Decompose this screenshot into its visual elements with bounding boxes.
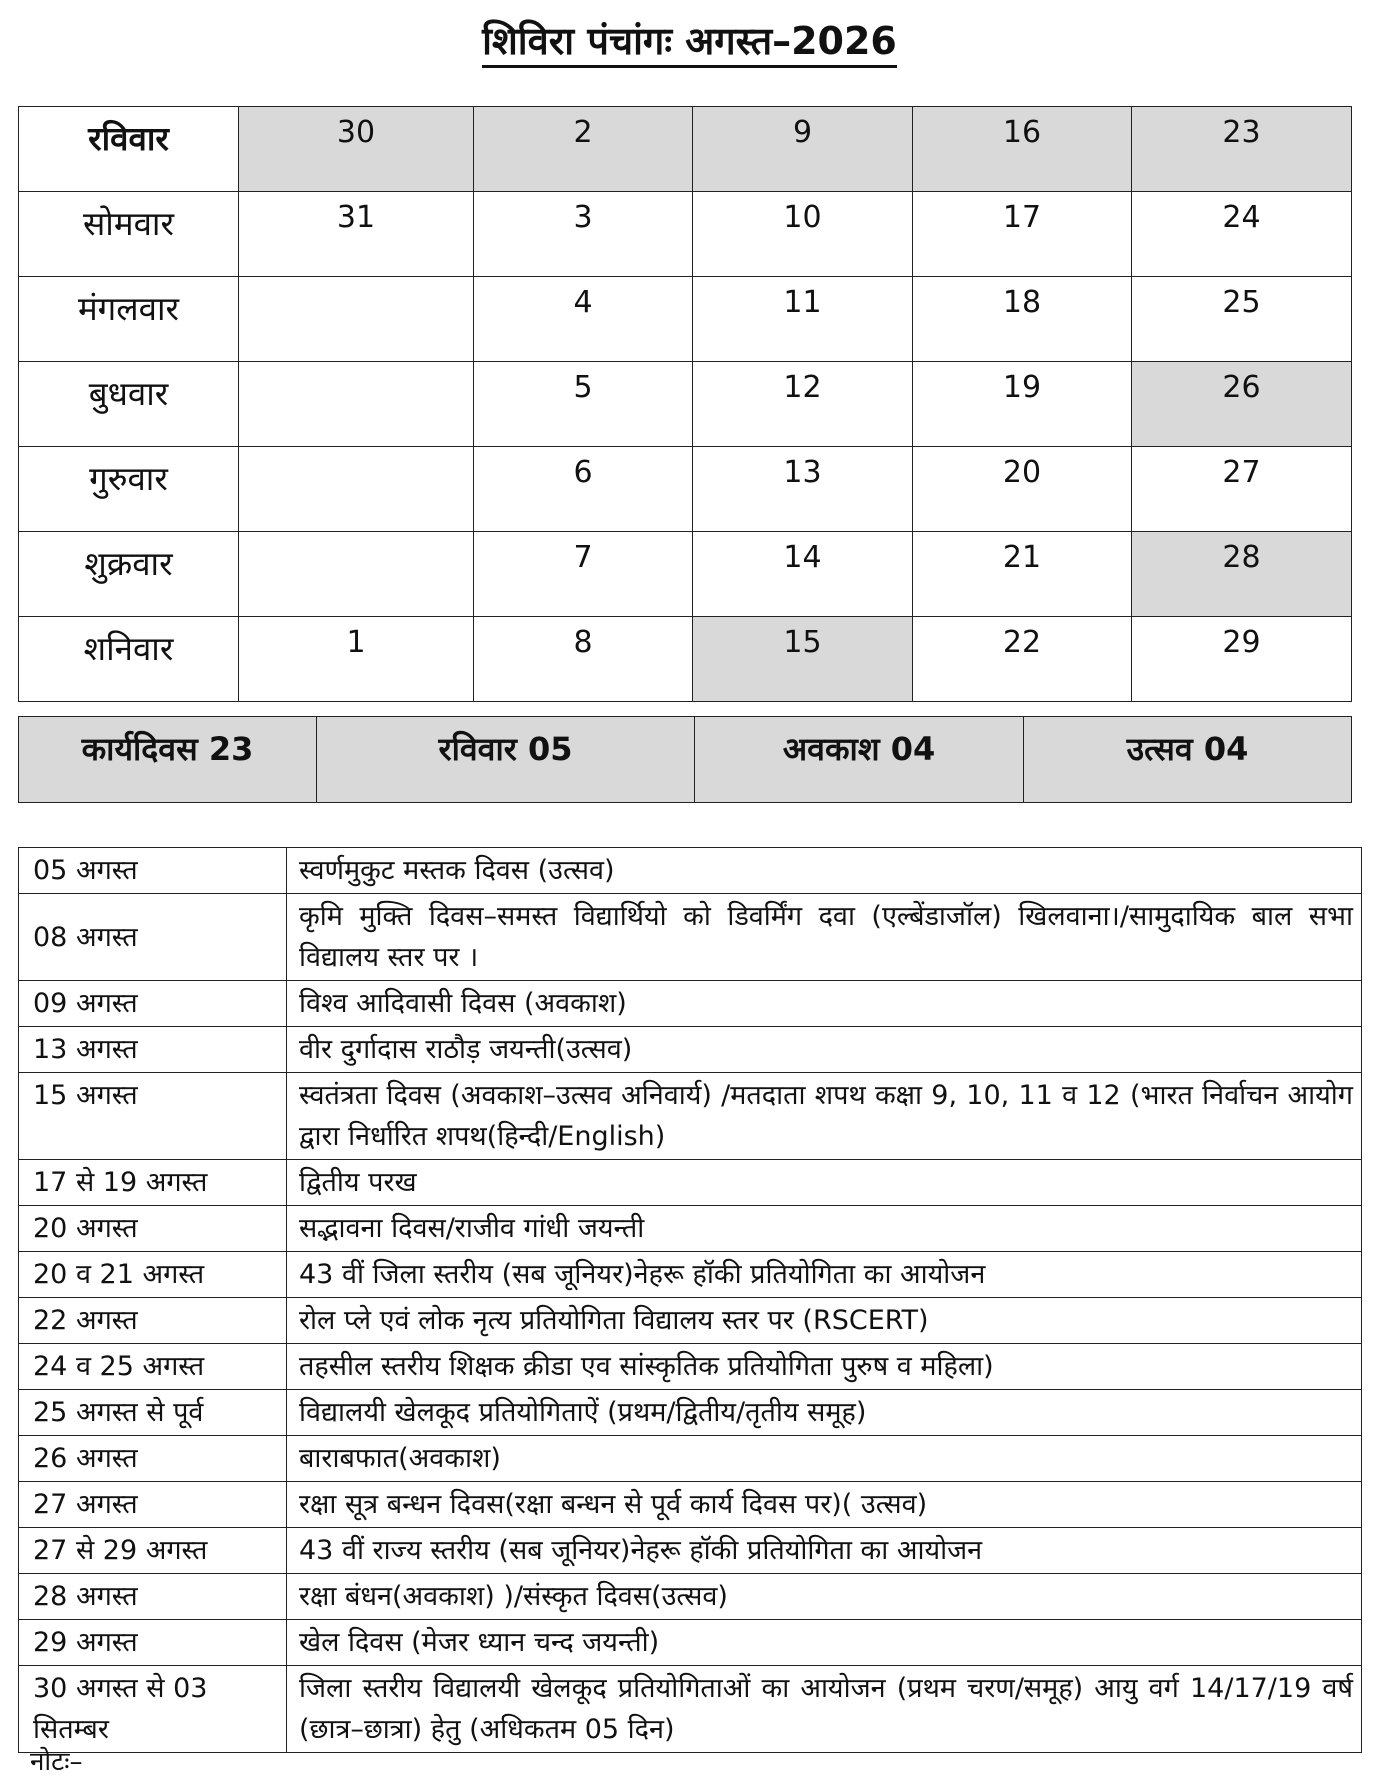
event-description: रक्षा बंधन(अवकाश) )/संस्कृत दिवस(उत्सव) <box>287 1574 1362 1620</box>
event-date: 27 से 29 अगस्त <box>19 1528 287 1574</box>
holidays-count: अवकाश 04 <box>695 717 1024 803</box>
event-date: 20 व 21 अगस्त <box>19 1252 287 1298</box>
event-date: 30 अगस्त से 03 सितम्बर <box>19 1666 287 1753</box>
event-description: वीर दुर्गादास राठौड़ जयन्ती(उत्सव) <box>287 1027 1362 1073</box>
date-cell: 29 <box>1132 617 1352 702</box>
date-cell: 16 <box>913 107 1132 192</box>
event-description: विद्यालयी खेलकूद प्रतियोगिताऐं (प्रथम/द्वितीय/तृतीय समूह) <box>287 1390 1362 1436</box>
event-row <box>19 1436 1362 1482</box>
weekday-label: बुधवार <box>19 362 239 447</box>
date-cell: 13 <box>693 447 913 532</box>
weekday-label: सोमवार <box>19 192 239 277</box>
date-cell: 7 <box>474 532 693 617</box>
date-cell: 6 <box>474 447 693 532</box>
date-cell: 11 <box>693 277 913 362</box>
weekday-label: मंगलवार <box>19 277 239 362</box>
event-date: 20 अगस्त <box>19 1206 287 1252</box>
date-cell: 9 <box>693 107 913 192</box>
event-description: 43 वीं जिला स्तरीय (सब जूनियर)नेहरू हॉकी प्रतियोगिता का आयोजन <box>287 1252 1362 1298</box>
summary-row <box>18 716 1352 803</box>
date-cell: 12 <box>693 362 913 447</box>
date-cell: 2 <box>474 107 693 192</box>
event-description: कृमि मुक्ति दिवस–समस्त विद्यार्थियो को डिवर्मिंग दवा (एल्बेंडाजॉल) खिलवाना।/सामुदायिक बाल सभा विद्यालय स्तर पर । <box>287 894 1362 981</box>
date-cell: 28 <box>1132 532 1352 617</box>
calendar-row-saturday <box>19 617 1352 702</box>
weekday-label: शुक्रवार <box>19 532 239 617</box>
calendar-row-monday <box>19 192 1352 277</box>
event-date: 13 अगस्त <box>19 1027 287 1073</box>
event-description: खेल दिवस (मेजर ध्यान चन्द जयन्ती) <box>287 1620 1362 1666</box>
calendar-row-sunday <box>19 107 1352 192</box>
event-date: 08 अगस्त <box>19 894 287 981</box>
event-description: द्वितीय परख <box>287 1160 1362 1206</box>
event-date: 24 व 25 अगस्त <box>19 1344 287 1390</box>
event-row <box>19 1390 1362 1436</box>
event-row <box>19 1528 1362 1574</box>
calendar-row-wednesday <box>19 362 1352 447</box>
event-date: 22 अगस्त <box>19 1298 287 1344</box>
event-date: 29 अगस्त <box>19 1620 287 1666</box>
date-cell: 5 <box>474 362 693 447</box>
weekday-label: शनिवार <box>19 617 239 702</box>
date-cell: 15 <box>693 617 913 702</box>
event-row <box>19 1482 1362 1528</box>
event-description: सद्भावना दिवस/राजीव गांधी जयन्ती <box>287 1206 1362 1252</box>
date-cell: 27 <box>1132 447 1352 532</box>
event-date: 09 अगस्त <box>19 981 287 1027</box>
event-description: विश्व आदिवासी दिवस (अवकाश) <box>287 981 1362 1027</box>
date-cell: 23 <box>1132 107 1352 192</box>
event-date: 28 अगस्त <box>19 1574 287 1620</box>
date-cell: 3 <box>474 192 693 277</box>
events-table <box>18 847 1362 1753</box>
working-days-count: कार्यदिवस 23 <box>19 717 317 803</box>
weekday-label: रविवार <box>19 107 239 192</box>
date-cell: 14 <box>693 532 913 617</box>
date-cell: 8 <box>474 617 693 702</box>
festivals-count: उत्सव 04 <box>1024 717 1352 803</box>
event-date: 26 अगस्त <box>19 1436 287 1482</box>
event-date: 05 अगस्त <box>19 848 287 894</box>
event-row <box>19 1160 1362 1206</box>
event-row <box>19 981 1362 1027</box>
event-description: बाराबफात(अवकाश) <box>287 1436 1362 1482</box>
event-row <box>19 1620 1362 1666</box>
event-description: 43 वीं राज्य स्तरीय (सब जूनियर)नेहरू हॉकी प्रतियोगिता का आयोजन <box>287 1528 1362 1574</box>
date-cell: 24 <box>1132 192 1352 277</box>
date-cell: 22 <box>913 617 1132 702</box>
event-date: 15 अगस्त <box>19 1073 287 1160</box>
calendar-row-friday <box>19 532 1352 617</box>
sundays-count: रविवार 05 <box>317 717 695 803</box>
date-cell: 4 <box>474 277 693 362</box>
date-cell: 21 <box>913 532 1132 617</box>
event-description: जिला स्तरीय विद्यालयी खेलकूद प्रतियोगिताओं का आयोजन (प्रथम चरण/समूह) आयु वर्ग 14/17/19 वर्ष (छात्र–छात्रा) हेतु (अधिकतम 05 दिन) <box>287 1666 1362 1753</box>
date-cell <box>239 362 474 447</box>
event-description: स्वतंत्रता दिवस (अवकाश–उत्सव अनिवार्य) /मतदाता शपथ कक्षा 9, 10, 11 व 12 (भारत निर्वाचन आयोग द्वारा निर्धारित शपथ(हिन्दी/English) <box>287 1073 1362 1160</box>
note-label: नोटः– <box>30 1747 83 1777</box>
calendar-grid <box>18 106 1352 702</box>
weekday-label: गुरुवार <box>19 447 239 532</box>
event-row <box>19 894 1362 981</box>
calendar-row-tuesday <box>19 277 1352 362</box>
event-row <box>19 1298 1362 1344</box>
date-cell: 31 <box>239 192 474 277</box>
date-cell: 26 <box>1132 362 1352 447</box>
event-row <box>19 1073 1362 1160</box>
date-cell: 30 <box>239 107 474 192</box>
event-row <box>19 1574 1362 1620</box>
date-cell <box>239 447 474 532</box>
date-cell <box>239 277 474 362</box>
event-description: तहसील स्तरीय शिक्षक क्रीडा एव सांस्कृतिक प्रतियोगिता पुरुष व महिला) <box>287 1344 1362 1390</box>
event-row <box>19 1027 1362 1073</box>
event-row <box>19 1666 1362 1753</box>
event-date: 17 से 19 अगस्त <box>19 1160 287 1206</box>
event-row <box>19 1344 1362 1390</box>
date-cell: 17 <box>913 192 1132 277</box>
date-cell: 10 <box>693 192 913 277</box>
calendar-row-thursday <box>19 447 1352 532</box>
date-cell: 19 <box>913 362 1132 447</box>
date-cell: 20 <box>913 447 1132 532</box>
date-cell: 18 <box>913 277 1132 362</box>
date-cell: 1 <box>239 617 474 702</box>
event-date: 25 अगस्त से पूर्व <box>19 1390 287 1436</box>
date-cell <box>239 532 474 617</box>
event-row <box>19 1206 1362 1252</box>
event-description: रक्षा सूत्र बन्धन दिवस(रक्षा बन्धन से पूर्व कार्य दिवस पर)( उत्सव) <box>287 1482 1362 1528</box>
event-date: 27 अगस्त <box>19 1482 287 1528</box>
event-row <box>19 848 1362 894</box>
page-title: शिविरा पंचांगः अगस्त–2026 <box>0 14 1379 66</box>
event-description: रोल प्ले एवं लोक नृत्य प्रतियोगिता विद्यालय स्तर पर (RSCERT) <box>287 1298 1362 1344</box>
date-cell: 25 <box>1132 277 1352 362</box>
event-row <box>19 1252 1362 1298</box>
event-description: स्वर्णमुकुट मस्तक दिवस (उत्सव) <box>287 848 1362 894</box>
